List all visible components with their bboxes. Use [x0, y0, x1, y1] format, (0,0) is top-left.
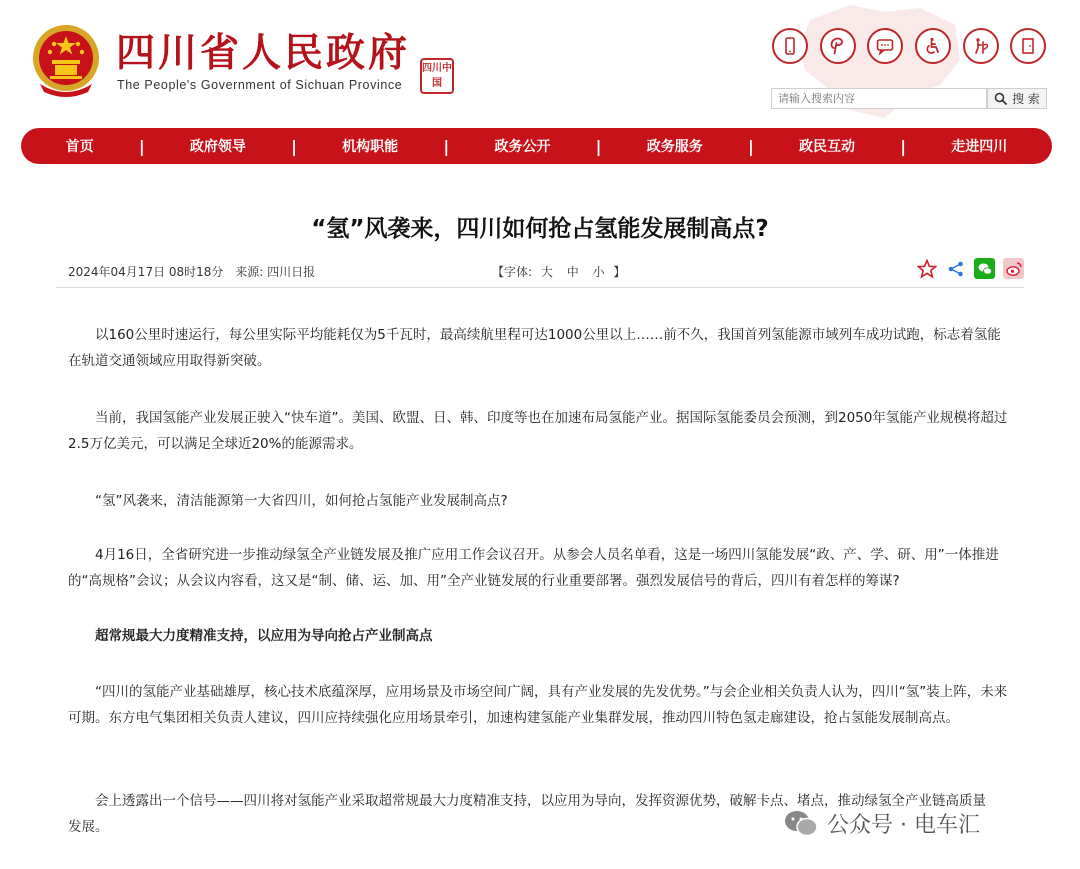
nav-separator: |: [138, 136, 145, 156]
article-subheading: 超常规最大力度精准支持，以应用为导向抢占产业制高点: [95, 628, 433, 644]
seal-stamp: 四川中国: [420, 58, 454, 94]
mobile-icon[interactable]: [772, 28, 808, 64]
share-bar: [916, 258, 1024, 279]
article-paragraph: 当前，我国氢能产业发展正驶入“快车道”。美国、欧盟、日、韩、印度等也在加速布局氢能产业。据国际氢能委员会预测，到2050年氢能产业规模将超过2.5万亿美元，可以满足全球近20%的能源需求。: [68, 410, 1008, 452]
search-button-label: 搜 索: [1012, 92, 1040, 106]
article-paragraph: “氢”风袭来，清洁能源第一大省四川，如何抢占氢能产业发展制高点?: [95, 493, 508, 509]
article-source: 来源: 四川日报: [235, 265, 316, 279]
article-paragraph: 4月16日，全省研究进一步推动绿氢全产业链发展及推广应用工作会议召开。从参会人员名单看，这是一场四川氢能发展“政、产、学、研、用”一体推进的“高规格”会议；从会议内容看，这又是“制、储、运、加、用”全产业链发展的行业重要部署。强烈发展信号的背后，四川有着怎样的筹谋?: [68, 547, 999, 589]
chat-icon[interactable]: [867, 28, 903, 64]
favorite-star-icon[interactable]: [916, 258, 937, 279]
wechat-official-account-icon: [783, 809, 819, 839]
nav-separator: |: [747, 136, 754, 156]
site-header: [0, 0, 1080, 122]
article-paragraph: “四川的氢能产业基础雄厚，核心技术底蕴深厚，应用场景及市场空间广阔，具有产业发展的先发优势。”与会企业相关负责人认为，四川“氢”装上阵，未来可期。东方电气集团相关负责人建议，四川应持续强化应用场景牵引，加速构建氢能产业集群发展，推动四川特色氢走廊建设，抢占氢能发展制高点。: [68, 684, 1008, 726]
article-paragraph: 以160公里时速运行，每公里实际平均能耗仅为5千瓦时，最高续航里程可达1000公里以上……前不久，我国首列氢能源市域列车成功试跑，标志着氢能在轨道交通领域应用取得新突破。: [68, 327, 1001, 369]
wechat-watermark: [783, 808, 980, 839]
font-size-small[interactable]: 小: [592, 265, 605, 279]
nav-item-services[interactable]: 政务服务: [646, 139, 703, 155]
article-date: 2024年04月17日 08时18分: [68, 265, 224, 279]
national-emblem-icon: [30, 22, 102, 98]
font-size-label-close: 】: [613, 265, 626, 279]
site-title[interactable]: 四川省人民政府: [116, 30, 411, 76]
accessibility-icon[interactable]: [915, 28, 951, 64]
elderly-care-icon[interactable]: [963, 28, 999, 64]
nav-separator: |: [291, 136, 297, 156]
nav-item-functions[interactable]: 机构职能: [342, 139, 399, 155]
wechat-icon[interactable]: [974, 258, 995, 279]
divider: [56, 287, 1024, 288]
weibo-icon[interactable]: [1003, 258, 1024, 279]
share-icon[interactable]: [945, 258, 966, 279]
nav-item-home[interactable]: 首页: [65, 139, 94, 155]
nav-item-about-sichuan[interactable]: 走进四川: [951, 139, 1008, 155]
article-title: “氢”风袭来，四川如何抢占氢能发展制高点?: [311, 216, 769, 242]
nav-separator: |: [595, 136, 602, 156]
font-size-label: 【字体:: [492, 265, 533, 279]
search-icon: [994, 92, 1008, 106]
font-size-control: [492, 263, 625, 280]
exit-icon[interactable]: [1010, 28, 1046, 64]
font-size-large[interactable]: 大: [540, 265, 553, 279]
article-paragraph: 会上透露出一个信号——四川将对氢能产业采取超常规最大力度精准支持，以应用为导向，发挥资源优势，破解卡点、堵点，推动绿氢全产业链高质量发展。: [68, 793, 986, 835]
nav-item-public-affairs[interactable]: 政务公开: [494, 139, 551, 155]
site-subtitle: The People's Government of Sichuan Province: [117, 78, 403, 92]
main-nav: [21, 128, 1052, 164]
nav-item-leaders[interactable]: 政府领导: [189, 139, 246, 155]
watermark-text: 公众号 · 电车汇: [827, 813, 980, 838]
nav-separator: |: [443, 136, 450, 156]
font-size-medium[interactable]: 中: [566, 265, 579, 279]
pinterest-icon[interactable]: [820, 28, 856, 64]
search-button[interactable]: [987, 88, 1047, 109]
nav-item-interaction[interactable]: 政民互动: [799, 139, 856, 155]
search-input[interactable]: [771, 88, 987, 109]
article-meta: [68, 263, 323, 280]
nav-separator: |: [900, 136, 907, 156]
